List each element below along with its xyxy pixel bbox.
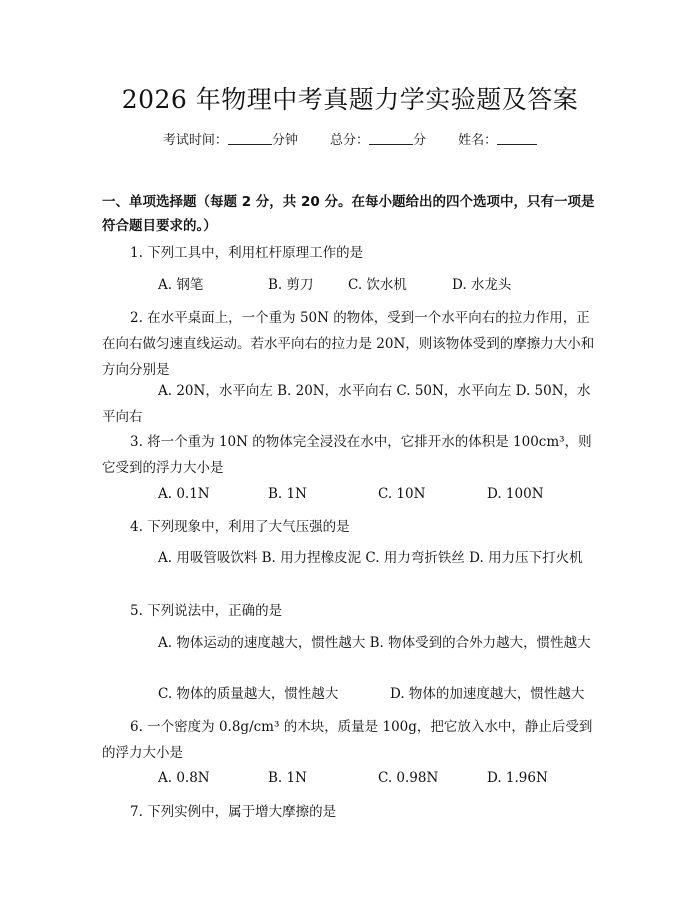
question-7-stem: 7. 下列实例中，属于增大摩擦的是 xyxy=(130,804,337,820)
exam-time-unit: 分钟 xyxy=(271,133,298,148)
question-6-option-a: A. 0.8N xyxy=(158,770,210,786)
question-2-stem: 2. 在水平桌面上，一个重为 50N 的物体，受到一个水平向右的拉力作用，正在向右做匀速直线运动。若水平向右的拉力是 20N，则该物体受到的摩擦力大小和方向分别是 xyxy=(102,310,595,378)
question-3-option-a: A. 0.1N xyxy=(158,486,210,502)
question-1-option-b: B. 剪刀 xyxy=(268,277,314,293)
name-blank xyxy=(497,130,537,145)
section-heading: 一、单项选择题（每题 2 分，共 20 分。在每小题给出的四个选项中，只有一项是符合题目要求的。） xyxy=(102,194,595,234)
question-5-option-c: C. 物体的质量越大，惯性越大 xyxy=(158,686,339,702)
question-4-options: A. 用吸管吸饮料 B. 用力捏橡皮泥 C. 用力弯折铁丝 D. 用力压下打火机 xyxy=(158,550,583,566)
question-3-option-d: D. 100N xyxy=(487,486,544,502)
exam-title: 2026 年物理中考真题力学实验题及答案 xyxy=(121,85,579,114)
exam-info-line xyxy=(0,130,700,152)
question-5-stem: 5. 下列说法中，正确的是 xyxy=(130,603,283,619)
question-6-option-d: D. 1.96N xyxy=(487,770,548,786)
total-score-blank xyxy=(369,130,413,145)
question-6-option-b: B. 1N xyxy=(268,770,307,786)
question-5-option-d: D. 物体的加速度越大，惯性越大 xyxy=(390,686,585,702)
question-1-options xyxy=(102,272,600,298)
question-1-option-a: A. 钢笔 xyxy=(158,277,204,293)
question-6-option-c: C. 0.98N xyxy=(378,770,439,786)
exam-time-field xyxy=(163,130,298,152)
name-field xyxy=(458,130,537,152)
question-6-stem: 6. 一个密度为 0.8g/cm³ 的木块，质量是 100g，把它放入水中，静止后受到的浮力大小是 xyxy=(102,719,593,761)
name-label: 姓名： xyxy=(458,133,498,148)
question-4-stem: 4. 下列现象中，利用了大气压强的是 xyxy=(130,519,350,535)
exam-time-label: 考试时间： xyxy=(162,133,228,148)
question-1-option-c: C. 饮水机 xyxy=(348,277,407,293)
question-3-option-c: C. 10N xyxy=(378,486,426,502)
total-score-field xyxy=(330,130,426,152)
question-6-options xyxy=(102,765,600,791)
question-3-options xyxy=(102,481,600,507)
total-score-label: 总分： xyxy=(329,133,369,148)
question-2-options: A. 20N，水平向左 B. 20N，水平向右 C. 50N，水平向左 D. 50N，水平向右 xyxy=(102,383,591,425)
question-3-option-b: B. 1N xyxy=(268,486,307,502)
total-score-unit: 分 xyxy=(413,133,427,148)
question-1-stem: 1. 下列工具中，利用杠杆原理工作的是 xyxy=(130,245,364,261)
exam-time-blank xyxy=(228,130,272,145)
question-3-stem: 3. 将一个重为 10N 的物体完全浸没在水中，它排开水的体积是 100cm³，则它受到的浮力大小是 xyxy=(102,434,592,476)
question-5-options-line-2 xyxy=(102,681,600,707)
question-1-option-d: D. 水龙头 xyxy=(452,277,512,293)
question-5-options-line-1: A. 物体运动的速度越大，惯性越大 B. 物体受到的合外力越大，惯性越大 xyxy=(158,635,591,651)
